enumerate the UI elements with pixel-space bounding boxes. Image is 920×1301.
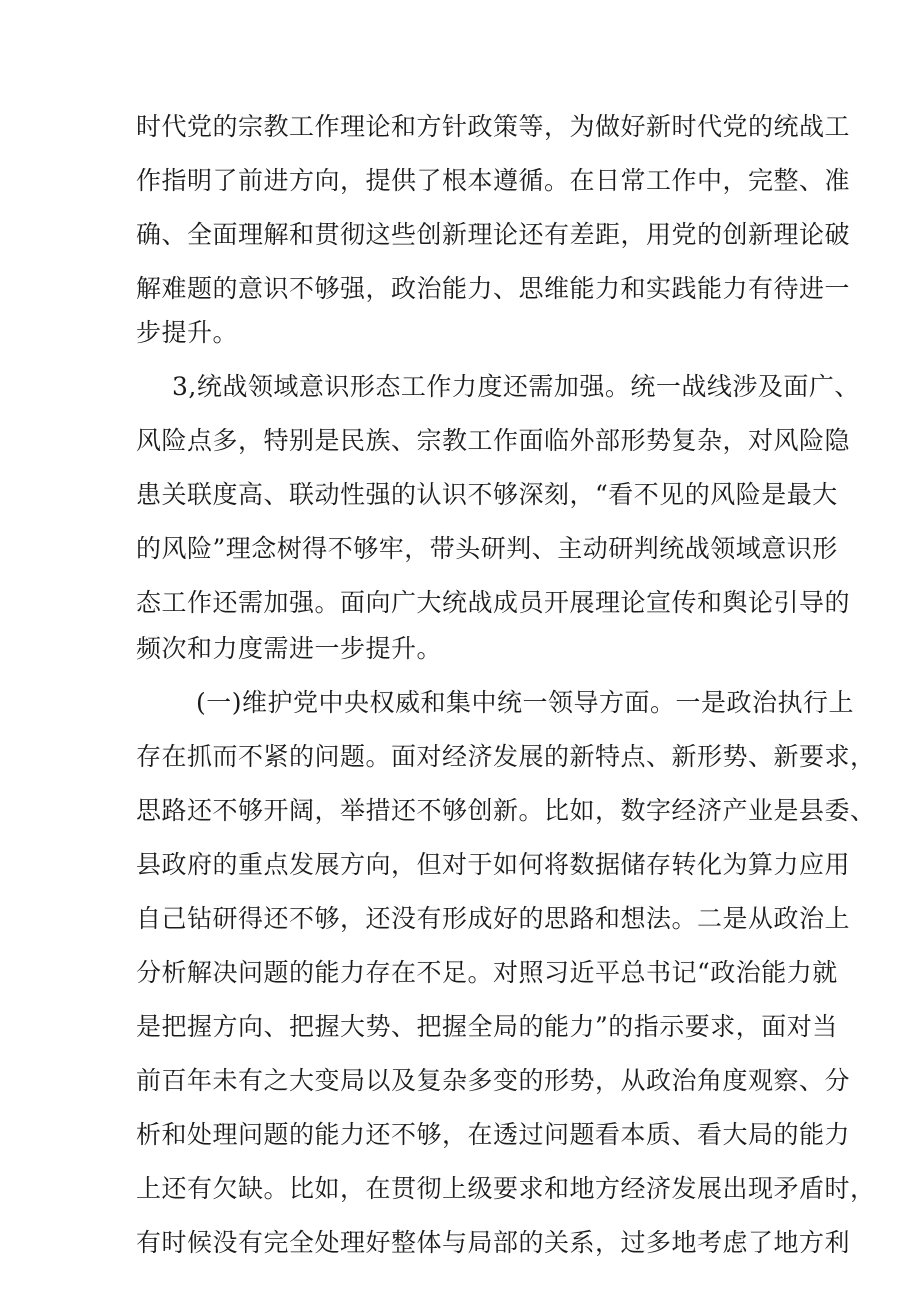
text-line: 自己钻研得还不够，还没有形成好的思路和想法。二是从政治上 (136, 904, 851, 933)
text-line: 作指明了前进方向，提供了根本遵循。在日常工作中，完整、准 (136, 166, 851, 195)
text-line: 解难题的意识不够强，政治能力、思维能力和实践能力有待进一 (136, 274, 851, 303)
text-line: 时代党的宗教工作理论和方针政策等，为做好新时代党的统战工 (136, 112, 851, 141)
text-line: 态工作还需加强。面向广大统战成员开展理论宣传和舆论引导的 (136, 588, 851, 617)
text-line: 思路还不够开阔，举措还不够创新。比如，数字经济产业是县委、 (136, 796, 876, 825)
text-line: 频次和力度需进一步提升。 (136, 634, 443, 663)
text-line: 步提升。 (136, 318, 239, 347)
text-line: 的风险”理念树得不够牢，带头研判、主动研判统战领域意识形 (136, 534, 838, 563)
text-line: 析和处理问题的能力还不够，在透过问题看本质、看大局的能力 (136, 1120, 851, 1149)
text-line: 前百年未有之大变局以及复杂多变的形势，从政治角度观察、分 (136, 1066, 851, 1095)
text-line: (一)维护党中央权威和集中统一领导方面。一是政治执行上 (196, 688, 855, 717)
text-line: 县政府的重点发展方向，但对于如何将数据储存转化为算力应用 (136, 850, 851, 879)
text-line: 有时候没有完全处理好整体与局部的关系，过多地考虑了地方利 (136, 1228, 851, 1257)
text-line: 是把握方向、把握大势、把握全局的能力”的指示要求，面对当 (136, 1012, 838, 1041)
text-line: 3,统战领域意识形态工作力度还需加强。统一战线涉及面广、 (172, 372, 860, 401)
text-line: 患关联度高、联动性强的认识不够深刻，“看不见的风险是最大 (136, 480, 838, 509)
text-line: 确、全面理解和贯彻这些创新理论还有差距，用党的创新理论破 (136, 220, 851, 249)
text-line: 存在抓而不紧的问题。面对经济发展的新特点、新形势、新要求， (136, 742, 876, 771)
text-line: 上还有欠缺。比如，在贯彻上级要求和地方经济发展出现矛盾时， (136, 1174, 876, 1203)
text-line: 风险点多，特别是民族、宗教工作面临外部形势复杂，对风险隐 (136, 426, 851, 455)
text-line: 分析解决问题的能力存在不足。对照习近平总书记“政治能力就 (136, 958, 838, 987)
